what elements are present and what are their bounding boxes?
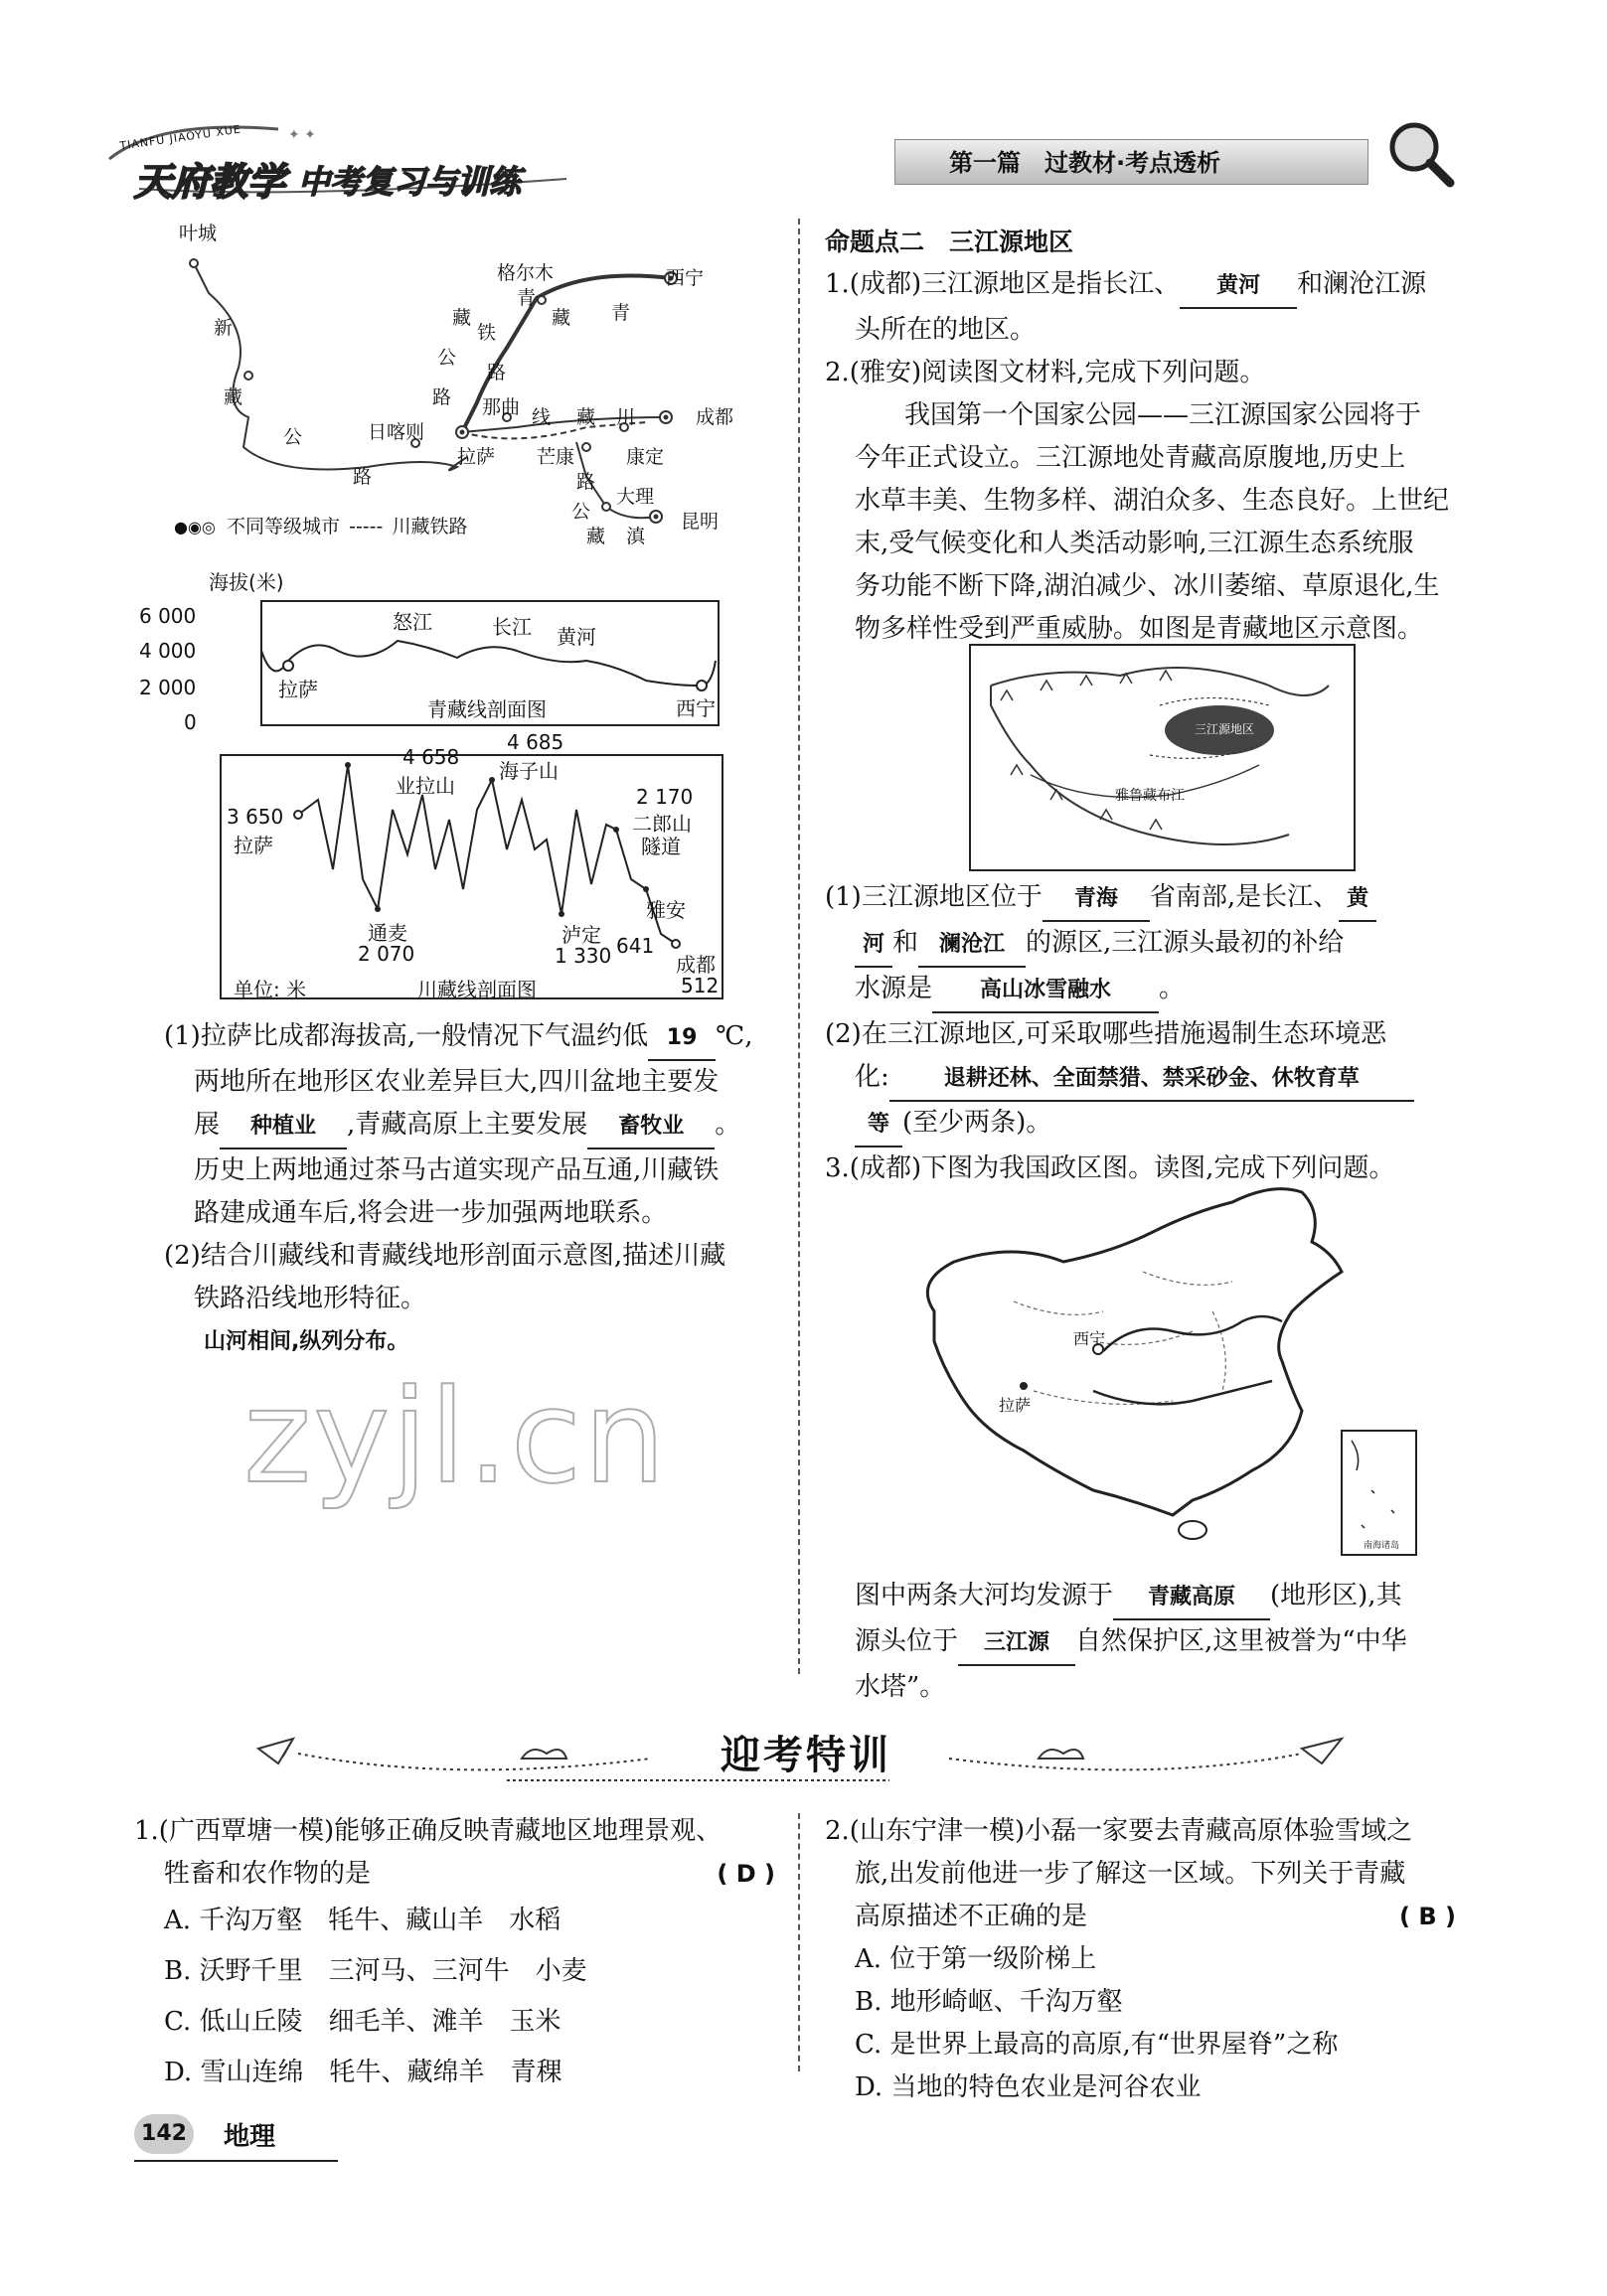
s2-text: 化:: [855, 1062, 889, 1092]
city-mangkang: 芒康: [537, 446, 575, 468]
road-label: 线: [532, 406, 552, 428]
answer-blank: 19: [648, 1016, 716, 1061]
route-map: [169, 219, 765, 556]
map-legend: [174, 512, 467, 541]
option-b: B. 地形崎岖、千沟万壑: [855, 1987, 1123, 2017]
profile1-ylabel: 海拔(米): [209, 570, 284, 594]
profile2-point: 海子山: [499, 759, 559, 783]
profile1-ytick: 4 000: [139, 639, 197, 663]
q1-text: 历史上两地通过茶马古道实现产品互通,川藏铁: [194, 1155, 720, 1185]
road-label: 青: [517, 287, 537, 309]
profile-chuanzang: [219, 730, 725, 1003]
legend-city-label: 不同等级城市: [226, 516, 340, 537]
road-label: 路: [432, 386, 452, 408]
subject-label: 地理: [224, 2122, 276, 2152]
city-kunming: 昆明: [681, 511, 720, 533]
watermark: zyjl.cn: [243, 1361, 668, 1512]
q1-text: 展: [194, 1110, 221, 1140]
option-c: C. 是世界上最高的高原,有“世界屋脊”之称: [855, 2030, 1339, 2060]
tibet-map: [969, 644, 1356, 871]
footer-rule: [134, 2160, 338, 2162]
profile2-caption: 川藏线剖面图: [417, 978, 537, 1001]
answer-blank: 种植业: [220, 1105, 347, 1149]
profile1-label-xining: 西宁: [676, 696, 716, 720]
s1-text: 。: [1159, 974, 1186, 1003]
training-q2-stem: 高原描述不正确的是: [855, 1902, 1088, 1931]
svg-text:✦ ✦: ✦ ✦: [288, 127, 316, 143]
profile2-point: 512: [681, 974, 720, 997]
road-label: 铁: [477, 322, 497, 344]
q1-text: (1)拉萨比成都海拔高,一般情况下气温约低: [164, 1021, 649, 1051]
q3-text: 自然保护区,这里被誉为“中华: [1075, 1626, 1407, 1656]
map2-yarlung-label: 雅鲁藏布江: [1115, 788, 1185, 804]
city-xining: 西宁: [666, 267, 705, 289]
road-label: 新: [214, 317, 234, 339]
s1-text: 省南部,是长江、: [1149, 882, 1340, 912]
profile2-point: 2 070: [358, 942, 415, 966]
answer-blank: 青藏高原: [1113, 1576, 1270, 1620]
passage-line: 务功能不断下降,湖泊减少、冰川萎缩、草原退化,生: [855, 571, 1440, 601]
answer-blank: 青海: [1043, 877, 1150, 922]
option-d: D. 当地的特色农业是河谷农业: [855, 2072, 1202, 2102]
road-label: 藏: [452, 307, 472, 329]
right-q2-subquestions: [825, 876, 1471, 1190]
profile2-point: 641: [616, 934, 655, 958]
answer-blank: 高山冰雪融水: [932, 969, 1159, 1013]
q2-text: (2)结合川藏线和青藏线地形剖面示意图,描述川藏: [164, 1241, 726, 1271]
road-label: 公: [283, 426, 303, 448]
q1-text: 两地所在地形区农业差异巨大,四川盆地主要发: [194, 1067, 720, 1097]
profile2-point: 拉萨: [234, 834, 273, 857]
map2-sanjiangyuan-label: 三江源地区: [1195, 722, 1255, 736]
legend-dash: -----: [349, 516, 384, 537]
profile-qingzang: [139, 566, 735, 735]
right-q3: [855, 1575, 1471, 1709]
profile2-point: 1 330: [555, 944, 612, 968]
q3-text: 水塔”。: [855, 1672, 946, 1702]
road-label: 藏: [586, 526, 606, 547]
answer-blank: 河: [855, 923, 892, 968]
q1-text: 。: [715, 1110, 741, 1140]
passage-line: 水草丰美、生物多样、湖泊众多、生态良好。上世纪: [855, 486, 1450, 516]
tibet-map-terrain-icon: [971, 646, 1354, 869]
book-title: 中考复习与训练: [298, 163, 522, 201]
legend-railway-label: 川藏铁路: [392, 516, 468, 537]
profile1-label-changjiang: 长江: [492, 615, 532, 639]
answer-blank: 畜牧业: [587, 1105, 715, 1149]
profile2-point: 隧道: [641, 835, 681, 858]
training-banner: [253, 1719, 1347, 1788]
column-divider: [798, 1813, 800, 2071]
city-yecheng: 叶城: [179, 223, 218, 244]
training-title: 迎考特训: [721, 1733, 891, 1778]
road-label: 藏: [552, 307, 571, 329]
city-dali: 大理: [616, 486, 655, 508]
q3-text: 源头位于: [855, 1626, 959, 1656]
profile1-ytick: 2 000: [139, 676, 197, 699]
section-title: 第一篇 过教材·考点透析: [949, 149, 1221, 177]
q1-text: 头所在的地区。: [855, 315, 1037, 345]
training-q1: [134, 1810, 790, 2098]
profile2-point: 3 650: [227, 805, 284, 829]
profile2-point: 二郎山: [632, 812, 692, 836]
q3-text: 3.(成都)下图为我国政区图。读图,完成下列问题。: [825, 1153, 1395, 1183]
road-label: 滇: [626, 526, 646, 547]
s1-text: 的源区,三江源头最初的补给: [1026, 928, 1345, 958]
training-q1-stem: 牲畜和农作物的是: [164, 1859, 372, 1889]
option-b: B. 沃野千里 三河马、三河牛 小麦: [164, 1956, 587, 1986]
logo-pinyin: TIANFU JIAOYU XUE: [118, 122, 242, 153]
road-label: 藏: [224, 386, 243, 408]
passage: [825, 394, 1471, 651]
training-q2-stem: 旅,出发前他进一步了解这一区域。下列关于青藏: [855, 1859, 1406, 1889]
s1-text: 和: [892, 928, 919, 958]
training-q1-answer: ( D ): [717, 1860, 775, 1888]
q3-text: (地形区),其: [1270, 1581, 1402, 1610]
q3-text: 图中两条大河均发源于: [855, 1581, 1114, 1610]
s2-text: (至少两条)。: [902, 1108, 1052, 1138]
answer-blank: 黄: [1339, 877, 1376, 922]
training-q1-stem: 1.(广西覃塘一模)能够正确反映青藏地区地理景观、: [134, 1816, 723, 1846]
passage-line: 末,受气候变化和人类活动影响,三江源生态系统服: [855, 529, 1414, 558]
map3-xining-label: 西宁: [1073, 1329, 1106, 1348]
road-label: 藏: [576, 406, 596, 428]
answer-blank: 三江源: [958, 1621, 1075, 1666]
answer-blank: 退耕还林、全面禁猎、禁采砂金、休牧育草: [889, 1057, 1414, 1102]
road-label: 路: [487, 362, 507, 383]
q1-text: 和澜沧江源: [1297, 269, 1427, 299]
right-column: [825, 221, 1471, 651]
left-q1: [164, 1015, 780, 1363]
map3-inset-label: 南海诸岛: [1364, 1541, 1400, 1551]
profile2-point: 泸定: [562, 923, 601, 947]
city-chengdu: 成都: [696, 406, 734, 428]
passage-line: 物多样性受到严重威胁。如图是青藏地区示意图。: [855, 614, 1424, 644]
profile2-point: 成都: [676, 953, 716, 977]
q1-text: 路建成通车后,将会进一步加强两地联系。: [194, 1198, 668, 1228]
profile2-point: 4 685: [507, 730, 564, 754]
magnifier-icon: [1386, 119, 1456, 189]
city-kangding: 康定: [626, 446, 665, 468]
q2-answer: 山河相间,纵列分布。: [204, 1329, 409, 1354]
road-label: 川: [616, 406, 636, 428]
china-map: [894, 1172, 1431, 1575]
profile1-label-lasa: 拉萨: [278, 678, 318, 701]
training-q2: [825, 1810, 1471, 2109]
s1-text: 水源是: [855, 974, 933, 1003]
profile1-label-nujiang: 怒江: [393, 610, 432, 634]
answer-blank: 黄河: [1180, 264, 1297, 309]
subsection-heading: 命题点二 三江源地区: [825, 228, 1074, 256]
training-q2-stem: 2.(山东宁津一模)小磊一家要去青藏高原体验雪域之: [825, 1816, 1413, 1846]
city-geermu: 格尔木: [497, 262, 555, 284]
profile2-unit: 单位: 米: [234, 978, 307, 1001]
china-map-outline-icon: [894, 1172, 1431, 1575]
profile2-point: 通麦: [368, 921, 407, 945]
passage-line: 今年正式设立。三江源地处青藏高原腹地,历史上: [855, 443, 1406, 473]
option-c: C. 低山丘陵 细毛羊、滩羊 玉米: [164, 2007, 562, 2037]
legend-dots-icon: ●◉◎: [174, 518, 216, 536]
q1-text: ,青藏高原上主要发展: [347, 1110, 588, 1140]
profile2-point: 业拉山: [396, 774, 455, 798]
profile1-label-huanghe: 黄河: [557, 625, 596, 649]
q1-text: 1.(成都)三江源地区是指长江、: [825, 269, 1181, 299]
profile1-ytick: 0: [184, 710, 197, 734]
map3-lasa-label: 拉萨: [999, 1396, 1032, 1415]
road-label: 公: [437, 347, 457, 369]
q2-text: 2.(雅安)阅读图文材料,完成下列问题。: [825, 358, 1266, 387]
option-d: D. 雪山连绵 牦牛、藏绵羊 青稞: [164, 2058, 562, 2087]
passage-line: 我国第一个国家公园——三江源国家公园将于: [904, 400, 1422, 430]
page-number: 142: [134, 2114, 194, 2154]
footer: [129, 2106, 427, 2166]
option-a: A. 位于第一级阶梯上: [855, 1944, 1097, 1974]
road-label: 路: [576, 471, 596, 493]
s2-text: (2)在三江源地区,可采取哪些措施遏制生态环境恶: [825, 1019, 1387, 1049]
city-lasa: 拉萨: [457, 446, 496, 468]
road-label: 青: [611, 302, 631, 324]
city-rikaze: 日喀则: [368, 421, 425, 443]
road-label: 路: [353, 466, 373, 488]
q1-text: ℃,: [716, 1021, 753, 1051]
profile2-point: 2 170: [636, 785, 694, 809]
profile2-point: 雅安: [646, 898, 686, 922]
profile1-ytick: 6 000: [139, 604, 197, 628]
logo-text: 天府教学: [134, 159, 286, 204]
column-divider: [798, 219, 800, 1674]
logo: [99, 119, 576, 204]
answer-blank: 等: [855, 1103, 902, 1148]
answer-blank: 澜沧江: [918, 923, 1026, 968]
s1-text: (1)三江源地区位于: [825, 882, 1043, 912]
profile1-caption: 青藏线剖面图: [427, 697, 547, 721]
option-a: A. 千沟万壑 牦牛、藏山羊 水稻: [164, 1906, 562, 1935]
profile2-point: 4 658: [402, 745, 460, 769]
training-q2-answer: ( B ): [1399, 1903, 1456, 1930]
q2-text: 铁路沿线地形特征。: [194, 1284, 427, 1313]
city-naqu: 那曲: [482, 396, 521, 418]
road-label: 公: [571, 501, 591, 523]
profile2-graph-icon: [219, 740, 725, 1003]
